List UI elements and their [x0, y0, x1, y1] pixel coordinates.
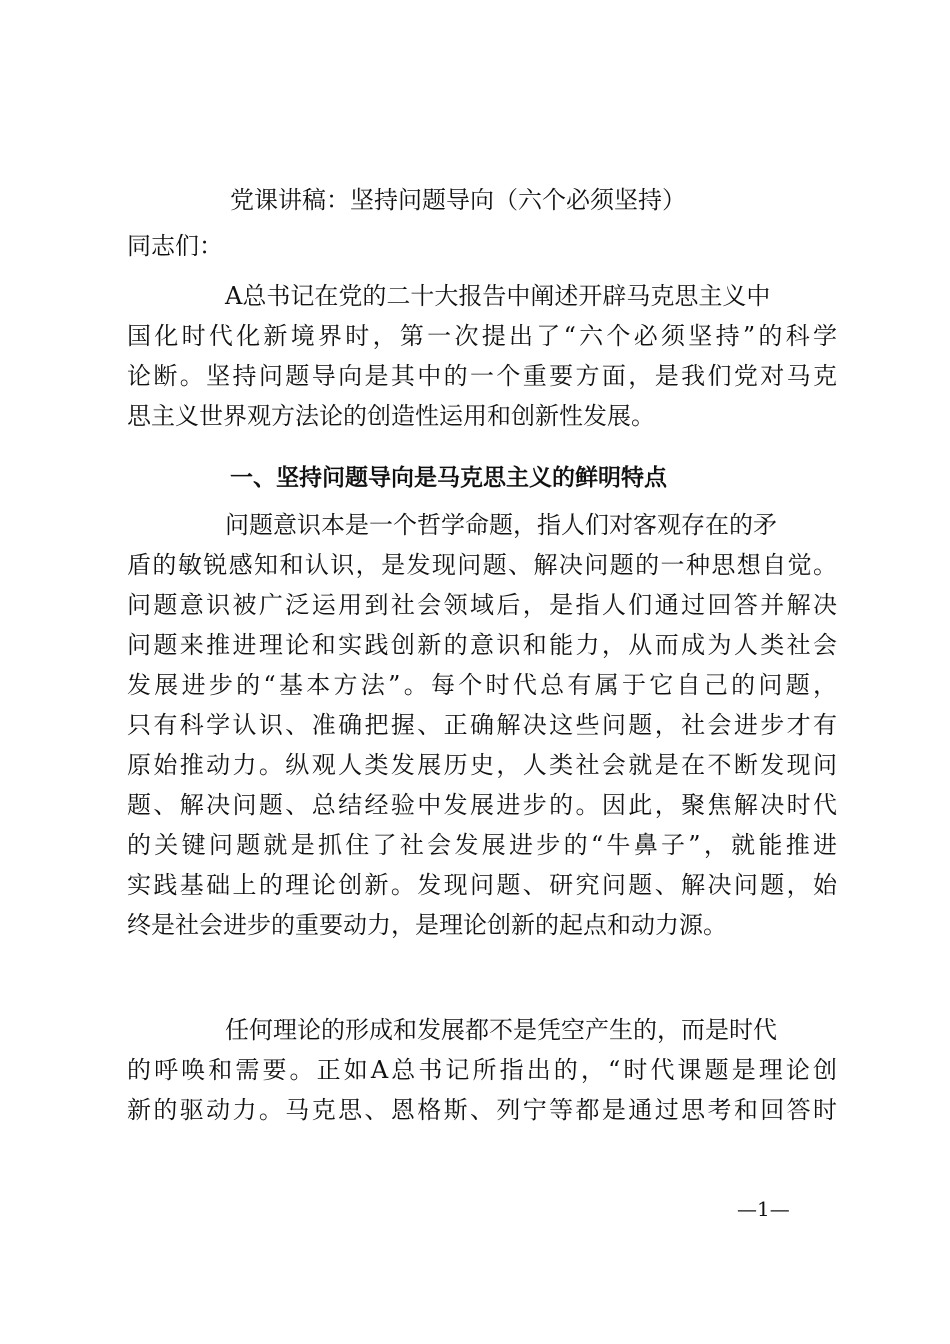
paragraph-line: 的关键问题就是抓住了社会发展进步的“牛鼻子”，就能推进 [127, 831, 837, 859]
intro-paragraph [127, 276, 837, 436]
paragraph-line: 任何理论的形成和发展都不是凭空产生的，而是时代 [225, 1016, 777, 1044]
paragraph-line: 国化时代化新境界时，第一次提出了“六个必须坚持”的科学 [127, 322, 837, 350]
body-paragraph [127, 505, 837, 945]
salutation: 同志们： [127, 232, 223, 260]
paragraph-line: 问题意识被广泛运用到社会领域后，是指人们通过回答并解决 [127, 591, 837, 619]
paragraph-line: 的呼唤和需要。正如A总书记所指出的，“时代课题是理论创 [127, 1056, 837, 1084]
document-title: 党课讲稿：坚持问题导向（六个必须坚持） [230, 186, 686, 214]
paragraph-line: 盾的敏锐感知和认识，是发现问题、解决问题的一种思想自觉。 [127, 551, 837, 579]
body-paragraph [127, 1010, 837, 1130]
paragraph-line: 原始推动力。纵观人类发展历史，人类社会就是在不断发现问 [127, 751, 837, 779]
paragraph-line: 思主义世界观方法论的创造性运用和创新性发展。 [127, 402, 655, 430]
paragraph-line: 题、解决问题、总结经验中发展进步的。因此，聚焦解决时代 [127, 791, 837, 819]
page-number: —1— [737, 1197, 790, 1221]
paragraph-line: 终是社会进步的重要动力，是理论创新的起点和动力源。 [127, 911, 727, 939]
paragraph-line: A总书记在党的二十大报告中阐述开辟马克思主义中 [225, 282, 771, 310]
paragraph-line: 问题来推进理论和实践创新的意识和能力，从而成为人类社会 [127, 631, 837, 659]
paragraph-line: 只有科学认识、准确把握、正确解决这些问题，社会进步才有 [127, 711, 837, 739]
paragraph-line: 问题意识本是一个哲学命题，指人们对客观存在的矛 [225, 511, 777, 539]
paragraph-line: 论断。坚持问题导向是其中的一个重要方面，是我们党对马克 [127, 362, 837, 390]
paragraph-line: 新的驱动力。马克思、恩格斯、列宁等都是通过思考和回答时 [127, 1096, 837, 1124]
section-heading: 一、坚持问题导向是马克思主义的鲜明特点 [230, 465, 667, 491]
paragraph-line: 实践基础上的理论创新。发现问题、研究问题、解决问题，始 [127, 871, 837, 899]
paragraph-line: 发展进步的“基本方法”。每个时代总有属于它自己的问题， [127, 671, 837, 699]
